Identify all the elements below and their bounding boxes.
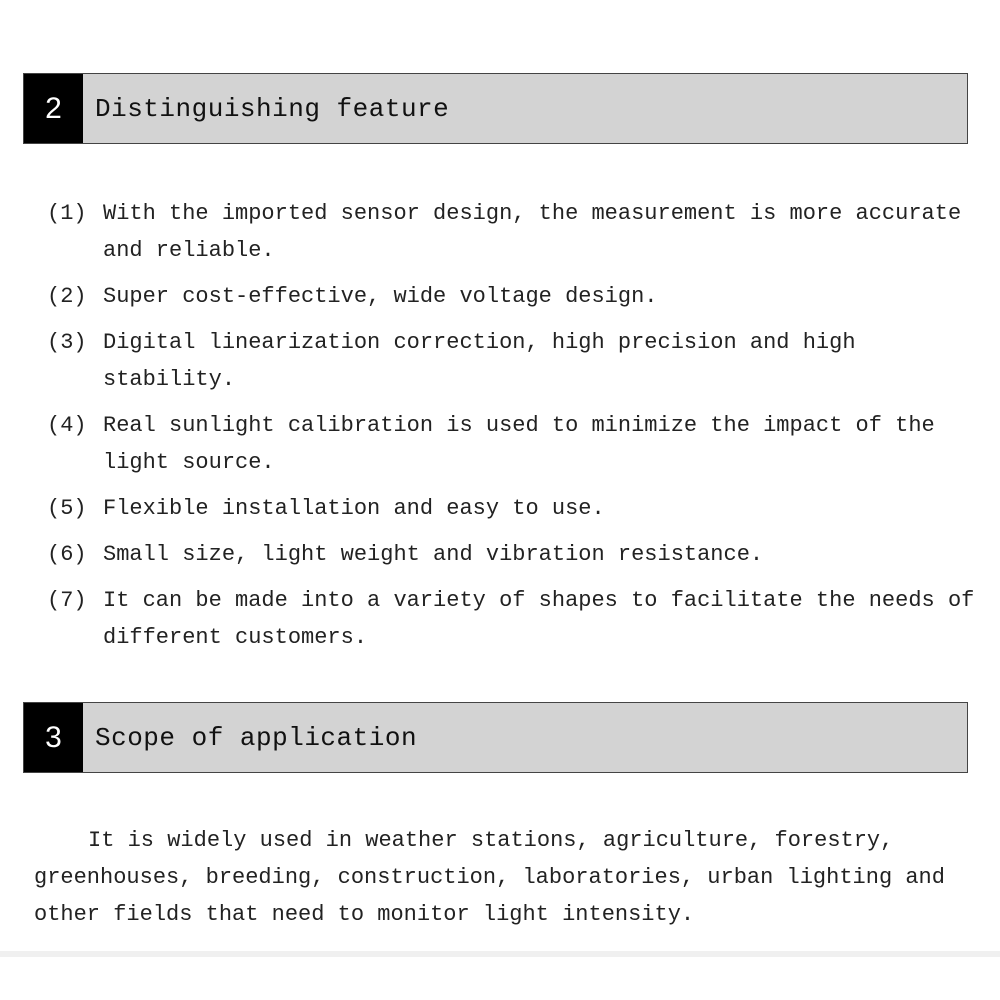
feature-item-6 bbox=[47, 536, 992, 573]
feature-index: (2) bbox=[47, 284, 87, 309]
feature-text: Small size, light weight and vibration resistance. bbox=[103, 542, 764, 567]
feature-item-3 bbox=[47, 324, 992, 398]
feature-list bbox=[47, 195, 992, 665]
feature-section-header bbox=[23, 73, 968, 144]
feature-item-5 bbox=[47, 490, 992, 527]
feature-text: With the imported sensor design, the measurement is more accurate and reliable. bbox=[103, 201, 962, 263]
feature-item-1 bbox=[47, 195, 992, 269]
feature-text: Digital linearization correction, high precision and high stability. bbox=[103, 330, 856, 392]
scope-section-header bbox=[23, 702, 968, 773]
feature-section-title: Distinguishing feature bbox=[95, 93, 450, 124]
feature-index: (6) bbox=[47, 542, 87, 567]
scope-paragraph: It is widely used in weather stations, agriculture, forestry, greenhouses, breeding, construction, laboratories, urban lighting and other fields that need to monitor light intensity. bbox=[34, 828, 945, 927]
feature-item-2 bbox=[47, 278, 992, 315]
feature-index: (7) bbox=[47, 588, 87, 613]
feature-text: Flexible installation and easy to use. bbox=[103, 496, 605, 521]
bottom-divider bbox=[0, 951, 1000, 957]
feature-index: (4) bbox=[47, 413, 87, 438]
feature-text: Real sunlight calibration is used to minimize the impact of the light source. bbox=[103, 413, 935, 475]
feature-item-4 bbox=[47, 407, 992, 481]
feature-index: (3) bbox=[47, 330, 87, 355]
scope-section-title: Scope of application bbox=[95, 722, 418, 753]
feature-index: (1) bbox=[47, 201, 87, 226]
feature-index: (5) bbox=[47, 496, 87, 521]
feature-section-number: 2 bbox=[24, 74, 83, 143]
feature-text: It can be made into a variety of shapes to facilitate the needs of different customers. bbox=[103, 588, 975, 650]
feature-text: Super cost-effective, wide voltage design. bbox=[103, 284, 658, 309]
feature-item-7 bbox=[47, 582, 992, 656]
scope-section-number: 3 bbox=[24, 703, 83, 772]
